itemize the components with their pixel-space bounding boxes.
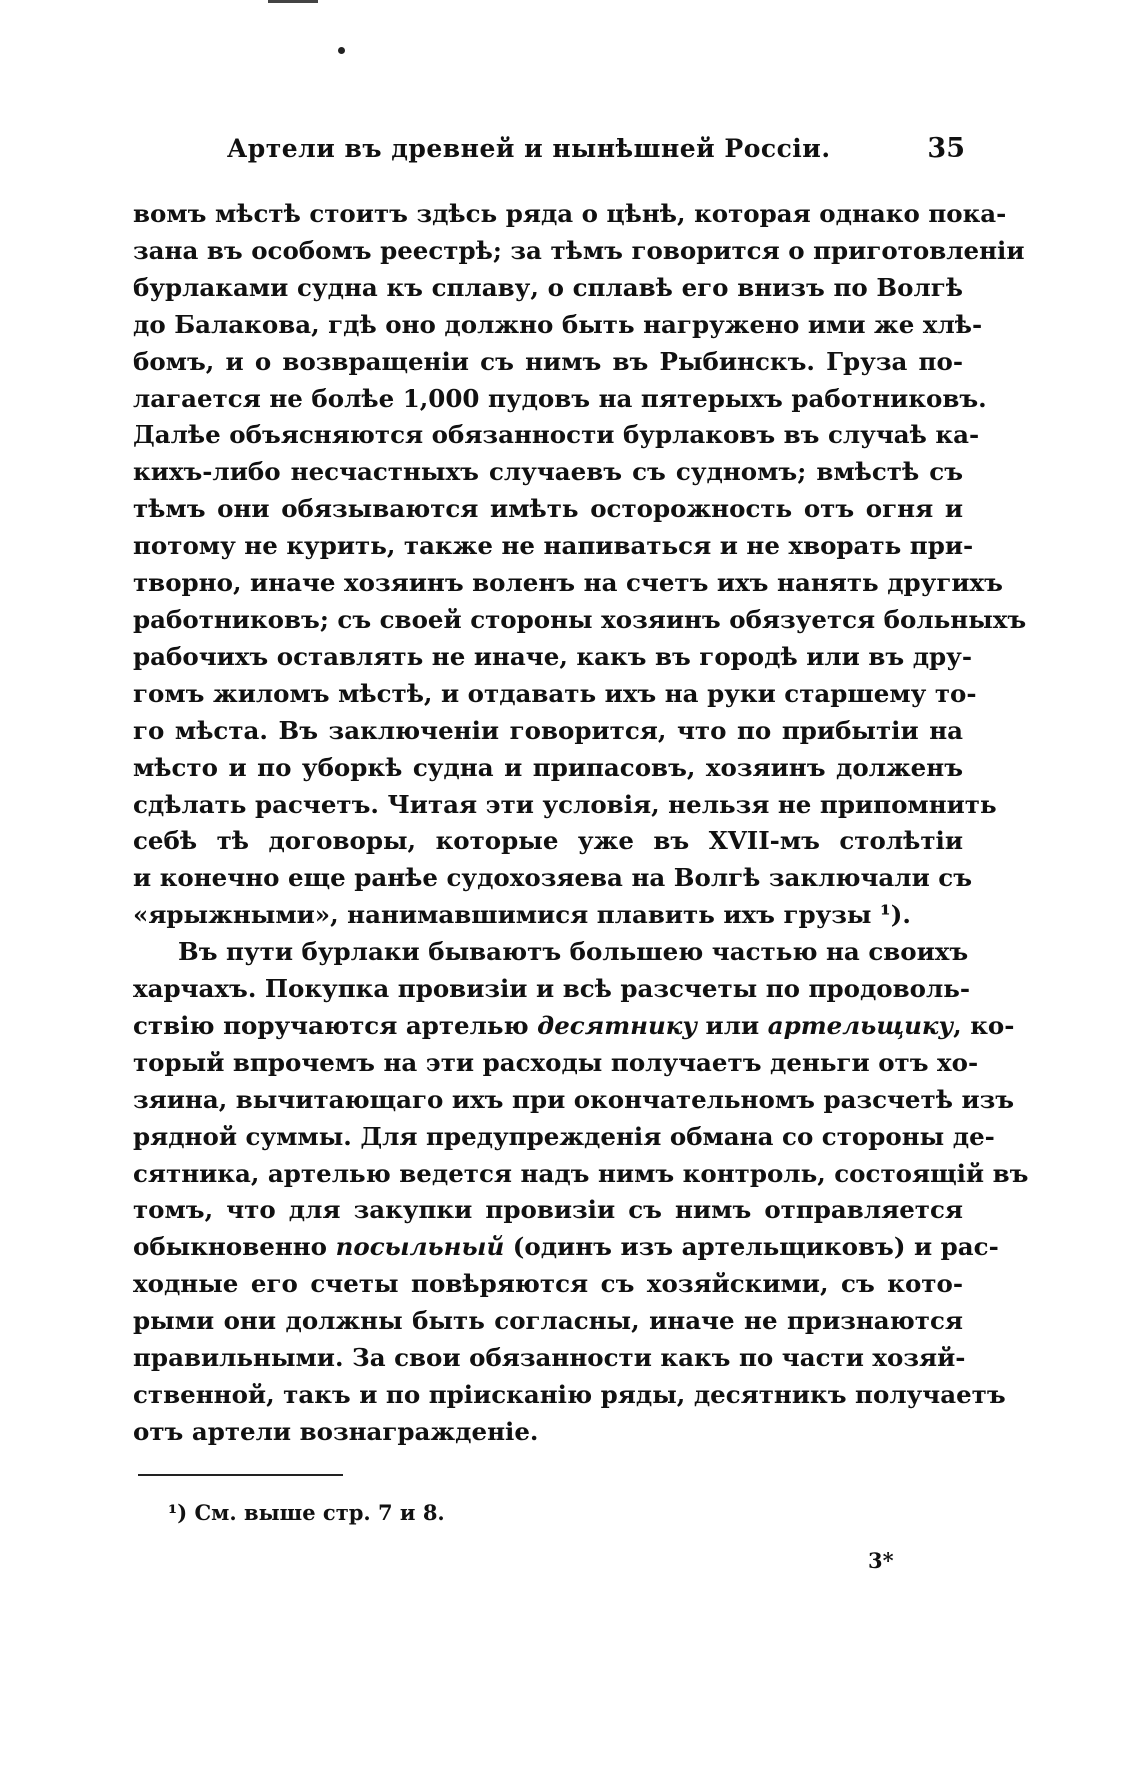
- scan-mark: [268, 0, 318, 3]
- text-line: «ярыжными», нанимавшимися плавить ихъ грузы ¹).: [133, 900, 911, 930]
- text-line: мѣсто и по уборкѣ судна и припасовъ, хозяинъ долженъ: [133, 752, 963, 782]
- text-line: рядной суммы. Для предупрежденія обмана со стороны де-: [133, 1121, 995, 1151]
- text-line: работниковъ; съ своей стороны хозяинъ обязуется больныхъ: [133, 604, 1027, 634]
- running-title: Артели въ древней и нынѣшней Россіи.: [226, 133, 831, 163]
- main-text: [133, 196, 1029, 1451]
- text-segment: ствію поручаются артелью: [133, 1010, 538, 1040]
- text-line: [133, 1229, 999, 1266]
- text-line: [133, 1008, 1015, 1045]
- paragraph-2: [133, 934, 1029, 1451]
- text-line: до Балакова, гдѣ оно должно быть нагружено ими же хлѣ-: [133, 309, 983, 339]
- text-line: лагается не болѣе 1,000 пудовъ на пятерыхъ работниковъ.: [133, 383, 987, 413]
- text-line: торый впрочемъ на эти расходы получаетъ деньги отъ хо-: [133, 1047, 979, 1077]
- text-line: правильными. За свои обязанности какъ по части хозяй-: [133, 1343, 966, 1373]
- text-line: творно, иначе хозяинъ воленъ на счетъ ихъ нанять другихъ: [133, 568, 1003, 598]
- ink-speck: [338, 47, 345, 54]
- italic-term: десятнику: [537, 1010, 698, 1040]
- text-line: потому не курить, также не напиваться и не хворать при-: [133, 531, 974, 561]
- text-line: рабочихъ оставлять не иначе, какъ въ городѣ или въ дру-: [133, 641, 973, 671]
- text-segment: обыкновенно: [133, 1232, 336, 1262]
- text-segment: или: [697, 1010, 768, 1040]
- italic-term: посыльный: [335, 1232, 505, 1262]
- text-line: тѣмъ они обязываются имѣть осторожность отъ огня и: [133, 494, 963, 524]
- text-line: Далѣе объясняются обязанности бурлаковъ въ случаѣ ка-: [133, 420, 980, 450]
- text-line: зана въ особомъ реестрѣ; за тѣмъ говорится о приготовленіи: [133, 235, 1025, 265]
- text-line: бомъ, и о возвращеніи съ нимъ въ Рыбинскъ. Груза по-: [133, 346, 963, 376]
- text-line: отъ артели вознагражденіе.: [133, 1416, 539, 1446]
- text-line: го мѣста. Въ заключеніи говорится, что по прибытіи на: [133, 715, 963, 745]
- text-line: ственной, такъ и по пріисканію ряды, десятникъ получаетъ: [133, 1380, 1006, 1409]
- text-line: сдѣлать расчетъ. Читая эти условія, нельзя не припомнить: [133, 789, 997, 819]
- text-line: томъ, что для закупки провизіи съ нимъ отправляется: [133, 1195, 963, 1225]
- page-number: 35: [927, 132, 965, 164]
- text-line: бурлаками судна къ сплаву, о сплавѣ его внизъ по Волгѣ: [133, 272, 963, 302]
- text-line: вомъ мѣстѣ стоитъ здѣсь ряда о цѣнѣ, которая однако пока-: [133, 199, 1007, 228]
- text-segment: , ко-: [953, 1010, 1015, 1040]
- text-line: ходные его счеты повѣряются съ хозяйскими, съ кото-: [133, 1269, 963, 1299]
- text-line: рыми они должны быть согласны, иначе не признаются: [133, 1306, 963, 1336]
- text-line: Въ пути бурлаки бываютъ большею частью на своихъ: [178, 937, 969, 967]
- text-line: харчахъ. Покупка провизіи и всѣ разсчеты по продоволь-: [133, 974, 971, 1004]
- italic-term: артельщику: [767, 1010, 954, 1040]
- text-line: зяина, вычитающаго ихъ при окончательномъ разсчетѣ изъ: [133, 1084, 1015, 1114]
- text-segment: (одинъ изъ артельщиковъ) и рас-: [504, 1232, 999, 1262]
- text-line: и конечно еще ранѣе судохозяева на Волгѣ заключали съ: [133, 863, 972, 893]
- footnote-rule: [138, 1474, 343, 1476]
- paragraph-1: [133, 196, 1027, 897]
- text-line: сятника, артелью ведется надъ нимъ контроль, состоящій въ: [133, 1158, 1029, 1188]
- running-header: [130, 128, 965, 168]
- text-line: кихъ-либо несчастныхъ случаевъ съ судномъ; вмѣстѣ съ: [133, 457, 963, 487]
- signature-mark: 3*: [868, 1548, 894, 1573]
- text-line: гомъ жиломъ мѣстѣ, и отдавать ихъ на руки старшему то-: [133, 678, 977, 708]
- footnote: ¹) См. выше стр. 7 и 8.: [168, 1500, 445, 1525]
- text-line: себѣ тѣ договоры, которые уже въ XVII-мъ столѣтіи: [133, 826, 963, 856]
